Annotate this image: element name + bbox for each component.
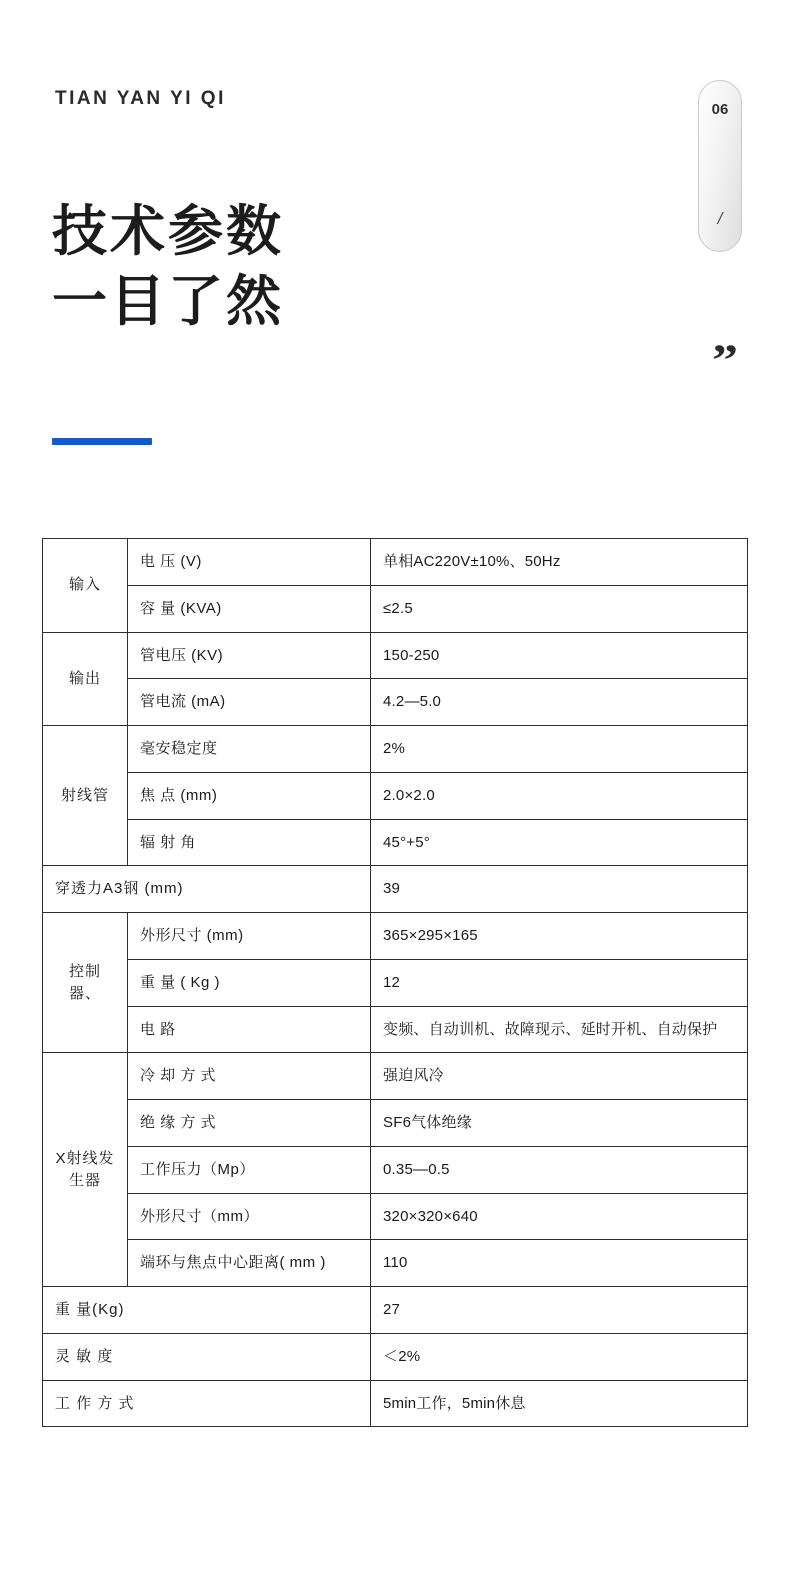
table-row — [43, 585, 748, 632]
item-label: 电 压 (V) — [128, 539, 371, 586]
table-row — [43, 1287, 748, 1334]
table-row — [43, 1053, 748, 1100]
item-value: 365×295×165 — [371, 913, 748, 960]
item-value: 27 — [371, 1287, 748, 1334]
page-number: 06 — [711, 101, 729, 118]
item-value: 变频、自动训机、故障现示、延时开机、自动保护 — [371, 1006, 748, 1053]
table-row — [43, 679, 748, 726]
item-label: 管电流 (mA) — [128, 679, 371, 726]
item-label: 外形尺寸（mm） — [128, 1193, 371, 1240]
item-value: 4.2—5.0 — [371, 679, 748, 726]
specification-table — [42, 538, 748, 1427]
table-row — [43, 1100, 748, 1147]
item-value: 39 — [371, 866, 748, 913]
item-label: 冷 却 方 式 — [128, 1053, 371, 1100]
item-label: 外形尺寸 (mm) — [128, 913, 371, 960]
table-row — [43, 819, 748, 866]
item-label-penetration: 穿透力A3钢 (mm) — [43, 866, 371, 913]
item-value: ＜2% — [371, 1333, 748, 1380]
group-label-xray-tube: 射线管 — [43, 726, 128, 866]
item-label-sensitivity: 灵 敏 度 — [43, 1333, 371, 1380]
table-row — [43, 913, 748, 960]
item-label: 电 路 — [128, 1006, 371, 1053]
item-value: 45°+5° — [371, 819, 748, 866]
group-label-xray-generator: X射线发生器 — [43, 1053, 128, 1287]
page-title-line-2: 一目了然 — [52, 270, 285, 333]
item-value: 5min工作，5min休息 — [371, 1380, 748, 1427]
item-label: 辐 射 角 — [128, 819, 371, 866]
item-label: 管电压 (KV) — [128, 632, 371, 679]
accent-divider — [52, 438, 152, 445]
table-row — [43, 959, 748, 1006]
table-row — [43, 726, 748, 773]
item-label: 工作压力（Mp） — [128, 1146, 371, 1193]
item-label-duty-cycle: 工 作 方 式 — [43, 1380, 371, 1427]
quote-icon: ” — [712, 336, 738, 385]
item-label: 毫安稳定度 — [128, 726, 371, 773]
table-row — [43, 772, 748, 819]
item-label: 焦 点 (mm) — [128, 772, 371, 819]
brand-title: TIAN YAN YI QI — [55, 88, 226, 109]
table-row — [43, 1333, 748, 1380]
item-label: 重 量 ( Kg ) — [128, 959, 371, 1006]
table-row — [43, 632, 748, 679]
item-value: 0.35—0.5 — [371, 1146, 748, 1193]
group-label-controller: 控制器、 — [43, 913, 128, 1053]
item-value: 强迫风冷 — [371, 1053, 748, 1100]
item-label: 绝 缘 方 式 — [128, 1100, 371, 1147]
page-number-slash: / — [717, 209, 723, 228]
item-label: 端环与焦点中心距离( mm ) — [128, 1240, 371, 1287]
page-title — [52, 196, 284, 337]
item-value: 2% — [371, 726, 748, 773]
item-value: SF6气体绝缘 — [371, 1100, 748, 1147]
table-row — [43, 1006, 748, 1053]
group-label-input: 输入 — [43, 539, 128, 633]
item-value: 150-250 — [371, 632, 748, 679]
table-row — [43, 539, 748, 586]
item-value: 单相AC220V±10%、50Hz — [371, 539, 748, 586]
table-row — [43, 1380, 748, 1427]
item-value: 320×320×640 — [371, 1193, 748, 1240]
item-value: 2.0×2.0 — [371, 772, 748, 819]
group-label-output: 输出 — [43, 632, 128, 726]
table-row — [43, 1240, 748, 1287]
item-value: 12 — [371, 959, 748, 1006]
table-row — [43, 1193, 748, 1240]
item-label: 容 量 (KVA) — [128, 585, 371, 632]
item-value: 110 — [371, 1240, 748, 1287]
table-row — [43, 866, 748, 913]
spec-table-body — [43, 539, 748, 1427]
table-row — [43, 1146, 748, 1193]
item-label-weight: 重 量(Kg) — [43, 1287, 371, 1334]
item-value: ≤2.5 — [371, 585, 748, 632]
page-title-line-1: 技术参数 — [52, 200, 285, 262]
page-number-pill — [698, 80, 742, 252]
